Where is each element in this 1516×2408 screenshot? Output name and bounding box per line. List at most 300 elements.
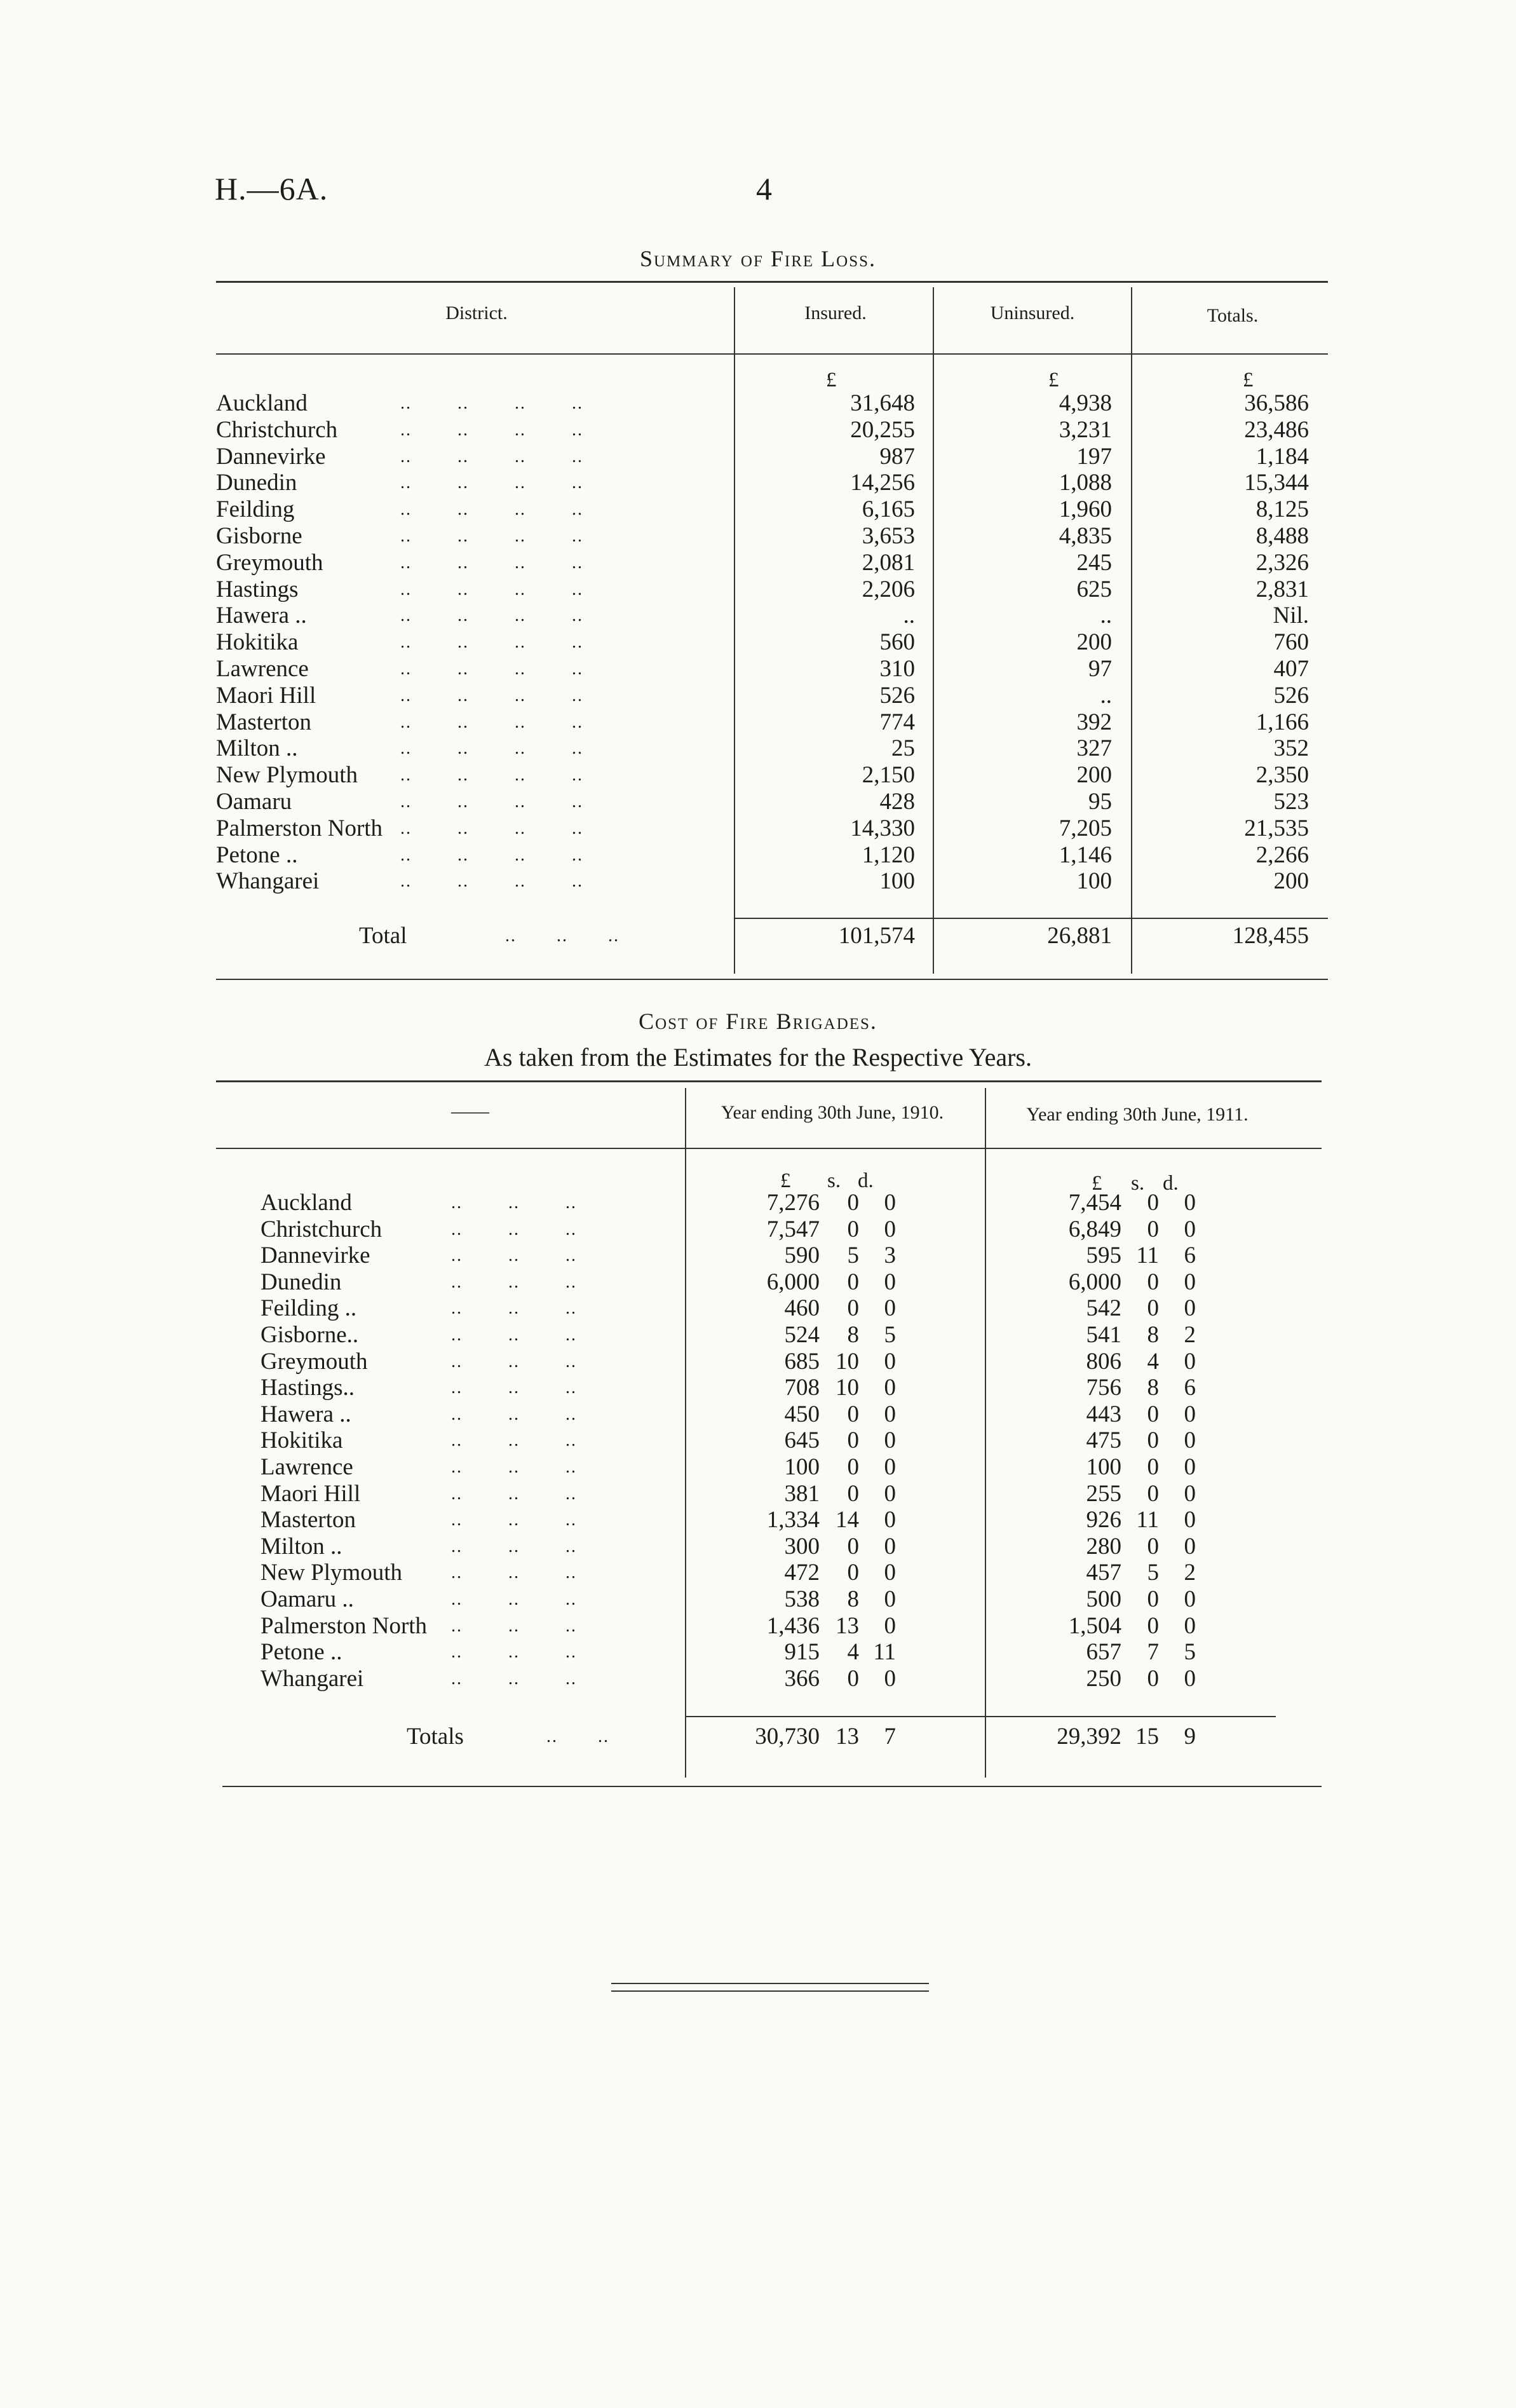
- cost-1910-pounds: 366: [784, 1666, 820, 1692]
- brigade-name: Whangarei: [261, 1666, 364, 1692]
- cost-1911-pence: 0: [1184, 1666, 1196, 1692]
- uninsured-value: ..: [1100, 683, 1112, 709]
- cost-1911-pence: 2: [1184, 1560, 1196, 1586]
- table-row: [261, 1190, 1303, 1216]
- leader-dots: .. .. .. ..: [400, 526, 583, 546]
- cost-1911-pence: 0: [1184, 1427, 1196, 1453]
- brigade-name: Petone ..: [261, 1639, 342, 1665]
- leader-dots: .. .. ..: [451, 1405, 577, 1424]
- brigade-name: Oamaru ..: [261, 1586, 354, 1612]
- cost-1910-pence: 3: [884, 1242, 896, 1269]
- insured-value: 14,330: [850, 815, 915, 841]
- cost-1910-pounds: 300: [784, 1534, 820, 1560]
- leader-dots: .. .. .. ..: [400, 819, 583, 838]
- cost-1910-pence: 0: [884, 1586, 896, 1612]
- cost-1911-shillings: 0: [1147, 1586, 1159, 1612]
- leader-dots: .. .. .. ..: [400, 738, 583, 758]
- fire-loss-total-uninsured: 26,881: [1047, 923, 1112, 949]
- cost-1910-pence: 0: [884, 1560, 896, 1586]
- brigades-unit-shillings-1911: s.: [1131, 1172, 1145, 1195]
- insured-value: 31,648: [850, 390, 915, 416]
- district-name: Lawrence: [216, 656, 309, 682]
- cost-1911-shillings: 4: [1147, 1349, 1159, 1375]
- leader-dots: .. .. .. ..: [400, 659, 583, 679]
- leader-dots: .. .. ..: [451, 1457, 577, 1477]
- brigade-name: Hawera ..: [261, 1401, 351, 1427]
- cost-1910-shillings: 0: [847, 1454, 859, 1480]
- cost-1911-pence: 5: [1184, 1639, 1196, 1665]
- cost-1910-shillings: 0: [847, 1560, 859, 1586]
- insured-value: 987: [879, 444, 915, 470]
- leader-dots: .. .. .. ..: [400, 686, 583, 705]
- cost-1910-pounds: 1,436: [766, 1613, 820, 1639]
- cost-1911-shillings: 0: [1147, 1190, 1159, 1216]
- table-row: [216, 762, 1334, 789]
- total-value: 1,166: [1255, 709, 1309, 735]
- brigades-subtitle: As taken from the Estimates for the Respective Years.: [484, 1043, 1032, 1071]
- cost-1911-shillings: 0: [1147, 1454, 1159, 1480]
- brigades-header-rule: [216, 1148, 1322, 1149]
- cost-1910-pence: 0: [884, 1375, 896, 1401]
- leader-dots: .. .. .. ..: [400, 473, 583, 493]
- insured-value: 2,081: [862, 550, 915, 576]
- fire-loss-total-row: [216, 923, 1334, 949]
- total-value: 2,831: [1255, 576, 1309, 602]
- total-value: 200: [1273, 868, 1309, 894]
- brigade-name: Christchurch: [261, 1216, 382, 1242]
- district-name: Auckland: [216, 390, 308, 416]
- fire-loss-unit-uninsured: £: [1048, 369, 1059, 391]
- cost-1910-shillings: 4: [847, 1639, 859, 1665]
- cost-1911-pence: 0: [1184, 1295, 1196, 1321]
- cost-1910-pounds: 708: [784, 1375, 820, 1401]
- leader-dots: .. .. .. ..: [400, 871, 583, 891]
- cost-1910-shillings: 0: [847, 1534, 859, 1560]
- uninsured-value: 1,960: [1059, 496, 1112, 522]
- cost-1910-pence: 0: [884, 1666, 896, 1692]
- table-row: [216, 683, 1334, 709]
- leader-dots: .. .. ..: [451, 1642, 577, 1662]
- brigades-unit-pounds-1911: £: [1092, 1172, 1102, 1195]
- table-row: [261, 1322, 1303, 1349]
- uninsured-value: 327: [1076, 735, 1112, 761]
- cost-1911-pounds: 756: [1086, 1375, 1121, 1401]
- cost-1911-pounds: 443: [1086, 1401, 1121, 1427]
- brigade-name: Dannevirke: [261, 1242, 370, 1269]
- insured-value: 526: [879, 683, 915, 709]
- brigades-top-rule: [216, 1080, 1322, 1082]
- table-row: [261, 1586, 1303, 1613]
- total-value: 2,326: [1255, 550, 1309, 576]
- cost-1910-pence: 0: [884, 1295, 896, 1321]
- fire-loss-col-uninsured: Uninsured.: [990, 303, 1075, 323]
- cost-1911-pence: 6: [1184, 1242, 1196, 1269]
- brigades-unit-pence-1910: d.: [858, 1169, 874, 1192]
- district-name: New Plymouth: [216, 762, 358, 788]
- brigade-name: Gisborne..: [261, 1322, 359, 1348]
- district-name: Hastings: [216, 576, 299, 602]
- cost-1910-pounds: 381: [784, 1481, 820, 1507]
- table-row: [261, 1481, 1303, 1507]
- district-name: Whangarei: [216, 868, 320, 894]
- brigade-name: New Plymouth: [261, 1560, 403, 1586]
- fire-loss-total-totals: 128,455: [1232, 923, 1309, 949]
- insured-value: 100: [879, 868, 915, 894]
- cost-1910-shillings: 8: [847, 1586, 859, 1612]
- table-row: [261, 1639, 1303, 1666]
- cost-1910-shillings: 0: [847, 1269, 859, 1295]
- cost-1911-pounds: 6,000: [1068, 1269, 1121, 1295]
- insured-value: 1,120: [862, 842, 915, 868]
- cost-1910-pounds: 7,276: [766, 1190, 820, 1216]
- cost-1910-pence: 0: [884, 1507, 896, 1533]
- total-value: 523: [1273, 789, 1309, 815]
- leader-dots: .. .. ..: [451, 1272, 577, 1292]
- page-number: 4: [756, 171, 772, 207]
- leader-dots: .. .. .. ..: [400, 712, 583, 732]
- insured-value: 774: [879, 709, 915, 735]
- table-row: [216, 815, 1334, 842]
- fire-loss-total-rule: [734, 918, 1328, 919]
- cost-1911-pence: 0: [1184, 1401, 1196, 1427]
- cost-1911-pounds: 595: [1086, 1242, 1121, 1269]
- table-row: [261, 1295, 1303, 1322]
- brigades-bottom-rule: [222, 1786, 1322, 1787]
- insured-value: 310: [879, 656, 915, 682]
- cost-1911-shillings: 0: [1147, 1427, 1159, 1453]
- leader-dots: .. .. .. ..: [400, 792, 583, 812]
- total-value: 2,350: [1255, 762, 1309, 788]
- table-row: [261, 1454, 1303, 1481]
- cost-1911-pence: 0: [1184, 1349, 1196, 1375]
- uninsured-value: 3,231: [1059, 417, 1112, 443]
- cost-1911-pence: 0: [1184, 1534, 1196, 1560]
- cost-1910-pounds: 1,334: [766, 1507, 820, 1533]
- cost-1911-shillings: 5: [1147, 1560, 1159, 1586]
- uninsured-value: 625: [1076, 576, 1112, 602]
- cost-1910-shillings: 0: [847, 1190, 859, 1216]
- table-row: [261, 1401, 1303, 1428]
- cost-1911-pounds: 806: [1086, 1349, 1121, 1375]
- brigades-col-blank: ——: [451, 1101, 489, 1122]
- cost-1910-shillings: 0: [847, 1666, 859, 1692]
- leader-dots: .. .. ..: [451, 1325, 577, 1345]
- cost-1911-pounds: 250: [1086, 1666, 1121, 1692]
- district-name: Gisborne: [216, 523, 302, 549]
- cost-1910-shillings: 0: [847, 1401, 859, 1427]
- cost-1911-shillings: 7: [1147, 1639, 1159, 1665]
- cost-1910-pence: 0: [884, 1534, 896, 1560]
- total-value: 2,266: [1255, 842, 1309, 868]
- cost-1911-shillings: 11: [1136, 1242, 1159, 1269]
- cost-1911-pounds: 6,849: [1068, 1216, 1121, 1242]
- table-row: [216, 390, 1334, 417]
- cost-1911-pence: 0: [1184, 1190, 1196, 1216]
- fire-loss-col-insured: Insured.: [804, 303, 867, 323]
- cost-1910-pence: 0: [884, 1401, 896, 1427]
- table-row: [261, 1349, 1303, 1375]
- brigade-name: Palmerston North: [261, 1613, 428, 1639]
- brigades-title: Cost of Fire Brigades.: [639, 1009, 877, 1034]
- table-row: [216, 789, 1334, 815]
- cost-1911-pounds: 7,454: [1068, 1190, 1121, 1216]
- cost-1911-pounds: 541: [1086, 1322, 1121, 1348]
- fire-loss-col-district: District.: [445, 303, 508, 323]
- cost-1910-pounds: 100: [784, 1454, 820, 1480]
- cost-1910-pounds: 524: [784, 1322, 820, 1348]
- brigade-name: Auckland: [261, 1190, 352, 1216]
- cost-1911-pounds: 500: [1086, 1586, 1121, 1612]
- cost-1911-pounds: 1,504: [1068, 1613, 1121, 1639]
- brigades-unit-shillings-1910: s.: [827, 1169, 841, 1192]
- cost-1911-shillings: 8: [1147, 1375, 1159, 1401]
- district-name: Hokitika: [216, 629, 299, 655]
- cost-1910-shillings: 0: [847, 1427, 859, 1453]
- brigades-total-1911-shillings: 15: [1135, 1724, 1159, 1750]
- cost-1911-pence: 0: [1184, 1481, 1196, 1507]
- leader-dots: .. .. ..: [451, 1193, 577, 1213]
- leader-dots: .. ..: [546, 1727, 609, 1746]
- insured-value: 25: [891, 735, 915, 761]
- cost-1910-pounds: 538: [784, 1586, 820, 1612]
- insured-value: 560: [879, 629, 915, 655]
- cost-1910-shillings: 5: [847, 1242, 859, 1269]
- cost-1910-pounds: 645: [784, 1427, 820, 1453]
- cost-1911-pounds: 657: [1086, 1639, 1121, 1665]
- brigade-name: Greymouth: [261, 1349, 368, 1375]
- cost-1911-shillings: 0: [1147, 1666, 1159, 1692]
- cost-1910-shillings: 10: [836, 1349, 859, 1375]
- fire-loss-title: Summary of Fire Loss.: [639, 246, 877, 271]
- total-value: 407: [1273, 656, 1309, 682]
- leader-dots: .. .. .. ..: [400, 553, 583, 573]
- cost-1910-shillings: 13: [836, 1613, 859, 1639]
- brigades-col-1910: Year ending 30th June, 1910.: [721, 1102, 944, 1123]
- total-value: 760: [1273, 629, 1309, 655]
- table-row: [216, 656, 1334, 683]
- brigade-name: Masterton: [261, 1507, 356, 1533]
- table-row: [216, 709, 1334, 736]
- table-row: [216, 550, 1334, 576]
- uninsured-value: 200: [1076, 762, 1112, 788]
- uninsured-value: 100: [1076, 868, 1112, 894]
- leader-dots: .. .. ..: [451, 1669, 577, 1689]
- uninsured-value: 1,146: [1059, 842, 1112, 868]
- cost-1910-shillings: 10: [836, 1375, 859, 1401]
- uninsured-value: 95: [1088, 789, 1112, 815]
- cost-1911-shillings: 11: [1136, 1507, 1159, 1533]
- cost-1910-pounds: 460: [784, 1295, 820, 1321]
- fire-loss-total-insured: 101,574: [838, 923, 915, 949]
- cost-1910-pence: 11: [873, 1639, 896, 1665]
- cost-1910-pence: 0: [884, 1427, 896, 1453]
- district-name: Hawera ..: [216, 602, 307, 629]
- cost-1911-pounds: 542: [1086, 1295, 1121, 1321]
- cost-1911-shillings: 0: [1147, 1216, 1159, 1242]
- cost-1911-shillings: 0: [1147, 1401, 1159, 1427]
- uninsured-value: 245: [1076, 550, 1112, 576]
- table-row: [216, 444, 1334, 470]
- cost-1910-pence: 0: [884, 1216, 896, 1242]
- total-value: 8,488: [1255, 523, 1309, 549]
- leader-dots: .. .. .. ..: [400, 580, 583, 599]
- leader-dots: .. .. ..: [451, 1537, 577, 1556]
- uninsured-value: 392: [1076, 709, 1112, 735]
- district-name: Dannevirke: [216, 444, 326, 470]
- cost-1911-pence: 0: [1184, 1454, 1196, 1480]
- cost-1910-pence: 5: [884, 1322, 896, 1348]
- brigade-name: Maori Hill: [261, 1481, 361, 1507]
- end-rule-bottom: [611, 1990, 929, 1992]
- table-row: [261, 1427, 1303, 1454]
- total-value: 8,125: [1255, 496, 1309, 522]
- cost-1911-pence: 0: [1184, 1586, 1196, 1612]
- brigades-unit-pounds-1910: £: [780, 1169, 791, 1192]
- brigade-name: Hokitika: [261, 1427, 343, 1453]
- leader-dots: .. .. .. ..: [400, 420, 583, 440]
- uninsured-value: 7,205: [1059, 815, 1112, 841]
- cost-1911-pence: 2: [1184, 1322, 1196, 1348]
- leader-dots: .. .. ..: [451, 1510, 577, 1530]
- table-row: [216, 868, 1334, 895]
- cost-1911-pence: 6: [1184, 1375, 1196, 1401]
- cost-1911-shillings: 0: [1147, 1295, 1159, 1321]
- cost-1910-shillings: 0: [847, 1216, 859, 1242]
- total-value: 36,586: [1244, 390, 1309, 416]
- district-name: Feilding: [216, 496, 295, 522]
- leader-dots: .. .. ..: [451, 1352, 577, 1371]
- page-reference: H.—6A.: [215, 171, 328, 207]
- total-value: 23,486: [1244, 417, 1309, 443]
- total-value: 21,535: [1244, 815, 1309, 841]
- cost-1910-shillings: 0: [847, 1481, 859, 1507]
- cost-1910-pence: 0: [884, 1349, 896, 1375]
- leader-dots: .. .. ..: [505, 926, 619, 946]
- total-value: 352: [1273, 735, 1309, 761]
- brigades-total-1910-shillings: 13: [836, 1724, 859, 1750]
- total-value: 15,344: [1244, 470, 1309, 496]
- cost-1910-pence: 0: [884, 1269, 896, 1295]
- cost-1911-pence: 0: [1184, 1269, 1196, 1295]
- table-row: [261, 1534, 1303, 1560]
- leader-dots: .. .. .. ..: [400, 632, 583, 652]
- leader-dots: .. .. ..: [451, 1431, 577, 1450]
- fire-loss-top-rule: [216, 281, 1328, 283]
- cost-1911-pounds: 926: [1086, 1507, 1121, 1533]
- cost-1911-pence: 0: [1184, 1613, 1196, 1639]
- table-row: [261, 1216, 1303, 1243]
- brigades-total-row: [261, 1724, 1303, 1750]
- uninsured-value: 4,835: [1059, 523, 1112, 549]
- leader-dots: .. .. .. ..: [400, 606, 583, 625]
- fire-loss-col-totals: Totals.: [1207, 305, 1259, 326]
- cost-1911-pounds: 475: [1086, 1427, 1121, 1453]
- cost-1910-pounds: 6,000: [766, 1269, 820, 1295]
- table-row: [216, 629, 1334, 656]
- cost-1910-pence: 0: [884, 1481, 896, 1507]
- brigades-total-1910-pounds: 30,730: [755, 1724, 820, 1750]
- uninsured-value: 200: [1076, 629, 1112, 655]
- leader-dots: .. .. ..: [451, 1378, 577, 1398]
- table-row: [216, 470, 1334, 496]
- leader-dots: .. .. .. ..: [400, 500, 583, 519]
- end-rule-top: [611, 1983, 929, 1984]
- cost-1911-pounds: 255: [1086, 1481, 1121, 1507]
- total-value: 526: [1273, 683, 1309, 709]
- brigade-name: Lawrence: [261, 1454, 353, 1480]
- insured-value: 6,165: [862, 496, 915, 522]
- table-row: [261, 1560, 1303, 1586]
- cost-1910-shillings: 8: [847, 1322, 859, 1348]
- insured-value: 3,653: [862, 523, 915, 549]
- district-name: Oamaru: [216, 789, 292, 815]
- uninsured-value: 197: [1076, 444, 1112, 470]
- cost-1910-shillings: 14: [836, 1507, 859, 1533]
- brigade-name: Hastings..: [261, 1375, 355, 1401]
- table-row: [216, 735, 1334, 762]
- fire-loss-header-rule: [216, 353, 1328, 355]
- leader-dots: .. .. ..: [451, 1616, 577, 1636]
- brigade-name: Dunedin: [261, 1269, 342, 1295]
- brigades-total-1910-pence: 7: [884, 1724, 896, 1750]
- brigade-name: Feilding ..: [261, 1295, 357, 1321]
- table-row: [261, 1666, 1303, 1692]
- cost-1910-pounds: 915: [784, 1639, 820, 1665]
- leader-dots: .. .. ..: [451, 1484, 577, 1504]
- cost-1910-pounds: 590: [784, 1242, 820, 1269]
- cost-1911-pounds: 100: [1086, 1454, 1121, 1480]
- uninsured-value: 4,938: [1059, 390, 1112, 416]
- insured-value: 2,206: [862, 576, 915, 602]
- fire-loss-total-label: Total: [359, 923, 407, 949]
- cost-1911-shillings: 8: [1147, 1322, 1159, 1348]
- cost-1911-shillings: 0: [1147, 1534, 1159, 1560]
- cost-1911-pence: 0: [1184, 1507, 1196, 1533]
- cost-1911-pounds: 280: [1086, 1534, 1121, 1560]
- uninsured-value: ..: [1100, 602, 1112, 629]
- leader-dots: .. .. .. ..: [400, 765, 583, 785]
- table-row: [261, 1507, 1303, 1534]
- leader-dots: .. .. ..: [451, 1589, 577, 1609]
- district-name: Greymouth: [216, 550, 323, 576]
- district-name: Petone ..: [216, 842, 298, 868]
- leader-dots: .. .. .. ..: [400, 845, 583, 865]
- district-name: Masterton: [216, 709, 312, 735]
- brigades-total-label: Totals: [407, 1724, 464, 1750]
- fire-loss-unit-insured: £: [826, 369, 837, 391]
- table-row: [216, 417, 1334, 444]
- insured-value: 2,150: [862, 762, 915, 788]
- brigades-unit-pence-1911: d.: [1163, 1172, 1179, 1195]
- leader-dots: .. .. .. ..: [400, 393, 583, 413]
- cost-1911-pounds: 457: [1086, 1560, 1121, 1586]
- table-row: [261, 1613, 1303, 1640]
- table-row: [216, 842, 1334, 869]
- district-name: Maori Hill: [216, 683, 316, 709]
- table-row: [261, 1375, 1303, 1401]
- leader-dots: .. .. ..: [451, 1220, 577, 1239]
- cost-1911-shillings: 0: [1147, 1481, 1159, 1507]
- table-row: [261, 1242, 1303, 1269]
- leader-dots: .. .. ..: [451, 1246, 577, 1265]
- cost-1911-pence: 0: [1184, 1216, 1196, 1242]
- cost-1910-pence: 0: [884, 1613, 896, 1639]
- cost-1910-pounds: 7,547: [766, 1216, 820, 1242]
- leader-dots: .. .. .. ..: [400, 447, 583, 466]
- brigades-total-1911-pence: 9: [1184, 1724, 1196, 1750]
- cost-1910-pence: 0: [884, 1454, 896, 1480]
- district-name: Milton ..: [216, 735, 298, 761]
